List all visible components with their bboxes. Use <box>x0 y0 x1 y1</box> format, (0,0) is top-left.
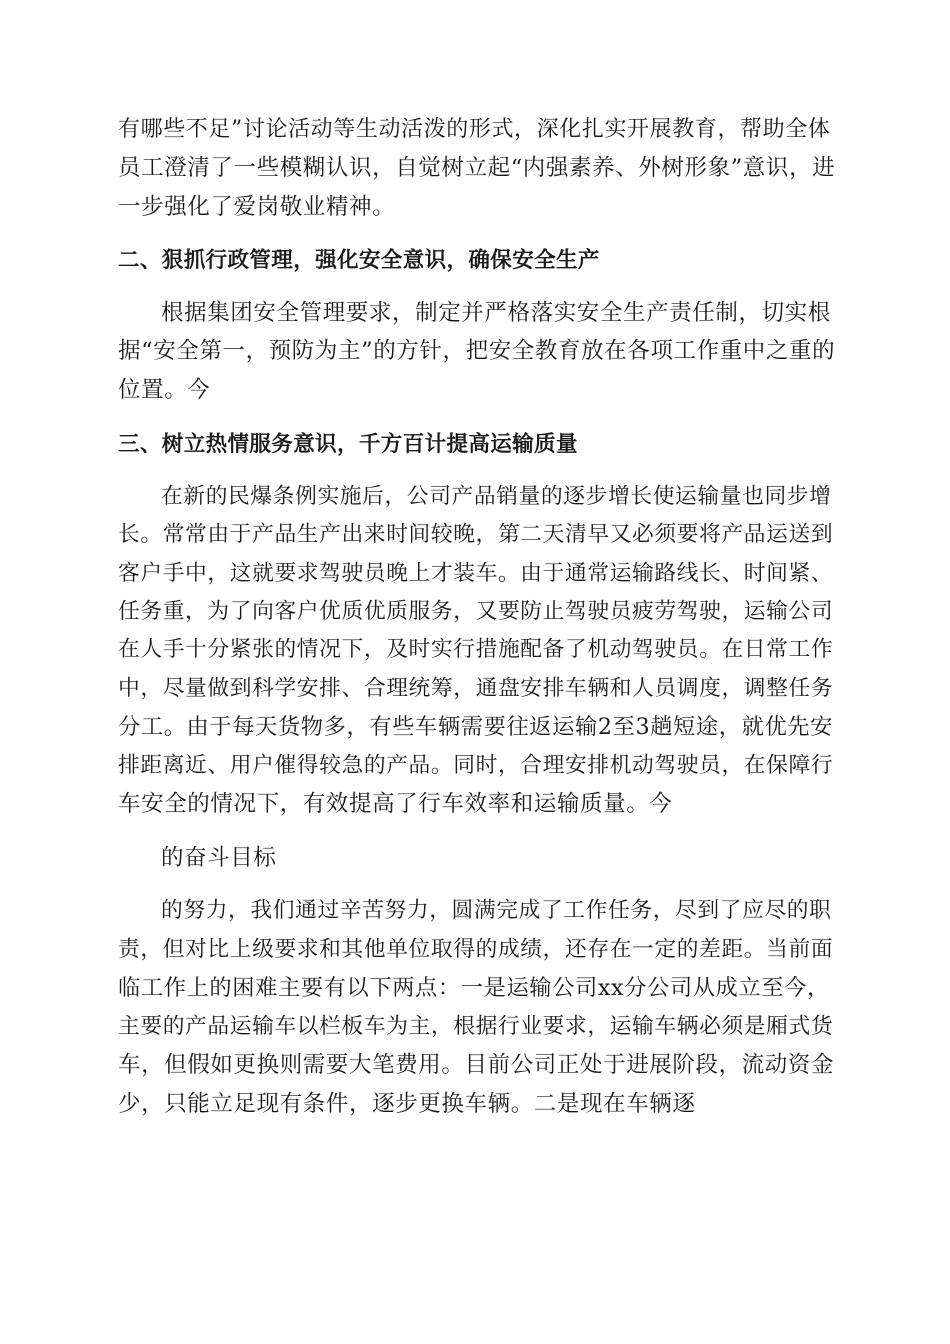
para5-line-6: 少，只能立足现有条件，逐步更换车辆。二是现在车辆逐 <box>118 1091 696 1117</box>
para5-line-5: 车，但假如更换则需要大笔费用。目前公司正处于进展阶段，流动资金 <box>118 1052 835 1078</box>
section-heading-3: 三、树立热情服务意识，千方百计提高运输质量 <box>118 432 578 457</box>
para4-line-1: 的奋斗目标 <box>161 845 277 871</box>
para3-line-4: 任务重，为了向客户优质优质服务，又要防止驾驶员疲劳驾驶，运输公司 <box>118 599 834 624</box>
para5-line-1: 的努力，我们通过辛苦努力，圆满完成了工作任务，尽到了应尽的职 <box>161 898 832 923</box>
para5-line-2: 责，但对比上级要求和其他单位取得的成绩，还存在一定的差距。当前面 <box>118 937 834 962</box>
para3-line-7: 分工。由于每天货物多，有些车辆需要往返运输2至3趟短途，就优先安 <box>118 714 834 740</box>
para2-line-2: 据“安全第一，预防为主”的方针，把安全教育放在各项工作重中之重的 <box>118 338 836 364</box>
para5-line-4: 主要的产品运输车以栏板车为主，根据行业要求，运输车辆必须是厢式货 <box>118 1014 834 1039</box>
para3-line-9: 车安全的情况下，有效提高了行车效率和运输质量。今 <box>118 791 673 817</box>
para2-line-1: 根据集团安全管理要求，制定并严格落实安全生产责任制，切实根 <box>161 300 831 326</box>
para1-line-1: 有哪些不足”讨论活动等生动活泼的形式，深化扎实开展教育，帮助全体 <box>118 117 831 142</box>
para3-line-1: 在新的民爆条例实施后，公司产品销量的逐步增长使运输量也同步增 <box>161 484 832 509</box>
section-heading-2: 二、狠抓行政管理，强化安全意识，确保安全生产 <box>118 248 600 273</box>
para1-line-2: 员工澄清了一些模糊认识，自觉树立起“内强素养、外树形象”意识，进 <box>118 155 836 181</box>
para3-line-5: 在人手十分紧张的情况下，及时实行措施配备了机动驾驶员。在日常工作 <box>118 637 834 662</box>
para5-line-3: 临工作上的困难主要有以下两点：一是运输公司xx分公司从成立至今， <box>118 975 830 1001</box>
para1-line-3: 一步强化了爱岗敬业精神。 <box>118 194 396 220</box>
para3-line-3: 客户手中，这就要求驾驶员晚上才装车。由于通常运输路线长、时间紧、 <box>118 561 834 586</box>
para3-line-8: 排距离近、用户催得较急的产品。同时，合理安排机动驾驶员，在保障行 <box>118 753 834 778</box>
para3-line-2: 长。常常由于产品生产出来时间较晚，第二天清早又必须要将产品运送到 <box>118 522 834 547</box>
para2-line-3: 位置。今 <box>118 377 211 403</box>
para3-line-6: 中，尽量做到科学安排、合理统筹，通盘安排车辆和人员调度，调整任务 <box>118 676 834 701</box>
